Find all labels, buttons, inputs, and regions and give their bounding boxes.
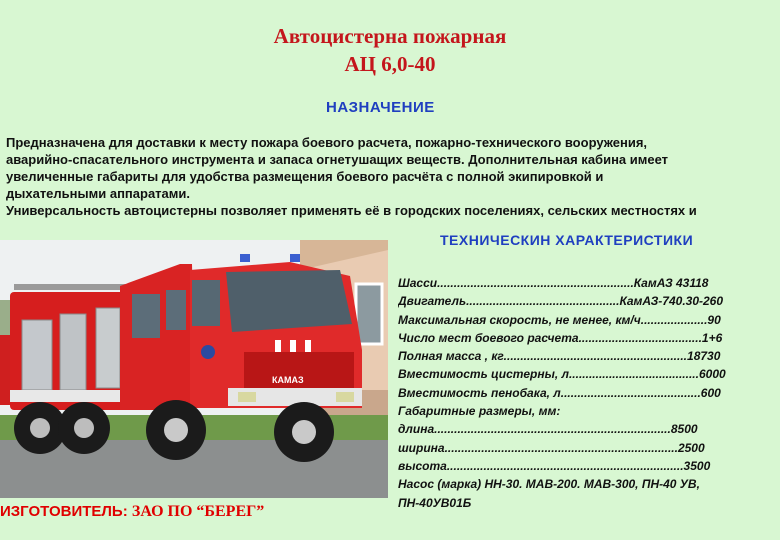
purpose-line: дыхательными аппаратами. [6, 186, 190, 201]
manufacturer-name: ЗАО ПО “БЕРЕГ” [131, 503, 265, 520]
cab-badge: КАМАЗ [272, 375, 304, 385]
spec-line: ширина......................................................................2500 [398, 440, 705, 455]
purpose-line: Предназначена для доставки к месту пожара боевого расчета, пожарно-технического вооружения, [6, 135, 648, 150]
spec-line: Вместимость пенобака, л..........................................600 [398, 385, 721, 400]
spec-line: Шасси...........................................................КамАЗ 43118 [398, 276, 709, 290]
specs-heading: ТЕХНИЧЕСКИН ХАРАКТЕРИСТИКИ [440, 232, 694, 248]
spec-line: Вместимость цистерны, л.......................................6000 [398, 367, 726, 382]
specs-list [398, 274, 780, 512]
spec-line: Двигатель..............................................КамАЗ-740.30-260 [398, 294, 724, 309]
purpose-line: аварийно-спасательного инструмента и запаса огнетушащих веществ. Дополнительная кабина имеет [6, 152, 669, 167]
purpose-heading: НАЗНАЧЕНИЕ [326, 99, 435, 116]
spec-line: Насос (марка) НН-30. МАВ-200. МАВ-300, ПН-40 УВ, [398, 477, 700, 492]
manufacturer [0, 503, 264, 521]
vehicle-model: АЦ 6,0-40 [344, 52, 436, 76]
slide-title: Автоцистерна пожарная [273, 24, 507, 48]
manufacturer-label: ИЗГОТОВИТЕЛЬ: [0, 503, 128, 520]
spec-line: высота.......................................................................3500 [398, 458, 711, 473]
spec-line: Максимальная скорость, не менее, км/ч....................90 [398, 312, 721, 327]
spec-line: Полная масса , кг.......................................................18730 [398, 349, 721, 364]
spec-line: Число мест боевого расчета.....................................1+6 [398, 330, 723, 345]
purpose-text [6, 134, 776, 219]
fire-truck-photo [0, 240, 388, 498]
purpose-line: Универсальность автоцистерны позволяет применять её в городских поселениях, сельских местностях и [6, 203, 697, 218]
purpose-line: увеличенные габариты для удобства размещения боевого расчёта с полной экипировкой и [6, 169, 604, 184]
spec-line: Габаритные размеры, мм: [398, 404, 561, 419]
spec-line: длина.......................................................................8500 [398, 422, 698, 437]
spec-line: ПН-40УВ01Б [398, 495, 472, 510]
